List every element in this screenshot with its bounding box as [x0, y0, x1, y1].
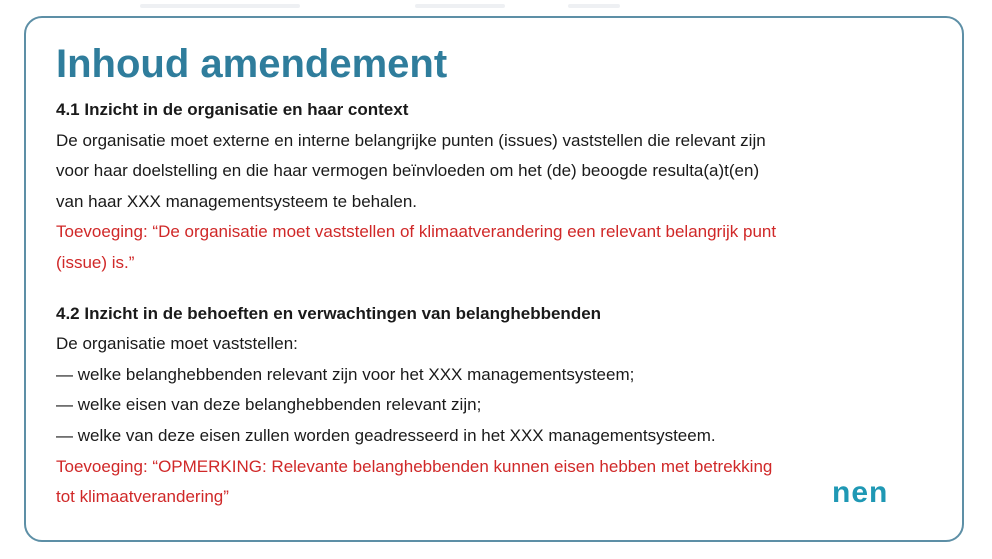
section-4-2-bullet: — welke eisen van deze belanghebbenden relevant zijn; [56, 395, 482, 415]
section-4-2-bullet: — welke van deze eisen zullen worden geadresseerd in het XXX managementsysteem. [56, 425, 716, 445]
top-strip-middle [415, 4, 505, 8]
section-4-1-heading: 4.1 Inzicht in de organisatie en haar context [56, 100, 409, 119]
section-4-2-addition-line: Toevoeging: “OPMERKING: Relevante belanghebbenden kunnen eisen hebben met betrekking [56, 456, 773, 476]
section-4-1-body-line: De organisatie moet externe en interne belangrijke punten (issues) vaststellen die relevant zijn [56, 130, 766, 150]
section-4-1-body-line: voor haar doelstelling en die haar vermogen beïnvloeden om het (de) beoogde resulta(a)t(en) [56, 161, 760, 181]
section-4-1-addition-line: Toevoeging: “De organisatie moet vaststellen of klimaatverandering een relevant belangrijk punt [56, 222, 777, 242]
slide-content [56, 95, 916, 513]
nen-logo: nen [832, 476, 889, 509]
section-4-2-addition-line: tot klimaatverandering” [56, 487, 229, 507]
section-4-2-heading: 4.2 Inzicht in de behoeften en verwachtingen van belanghebbenden [56, 303, 602, 323]
section-4-2-intro: De organisatie moet vaststellen: [56, 334, 298, 354]
slide-title: Inhoud amendement [56, 42, 448, 86]
section-gap [56, 279, 916, 299]
section-4-2-bullet: — welke belanghebbenden relevant zijn voor het XXX managementsysteem; [56, 364, 635, 384]
top-strip-left [140, 4, 300, 8]
top-strip-right [568, 4, 620, 8]
section-4-1-body-line: van haar XXX managementsysteem te behalen. [56, 191, 417, 211]
section-4-1-addition-line: (issue) is.” [56, 252, 135, 272]
